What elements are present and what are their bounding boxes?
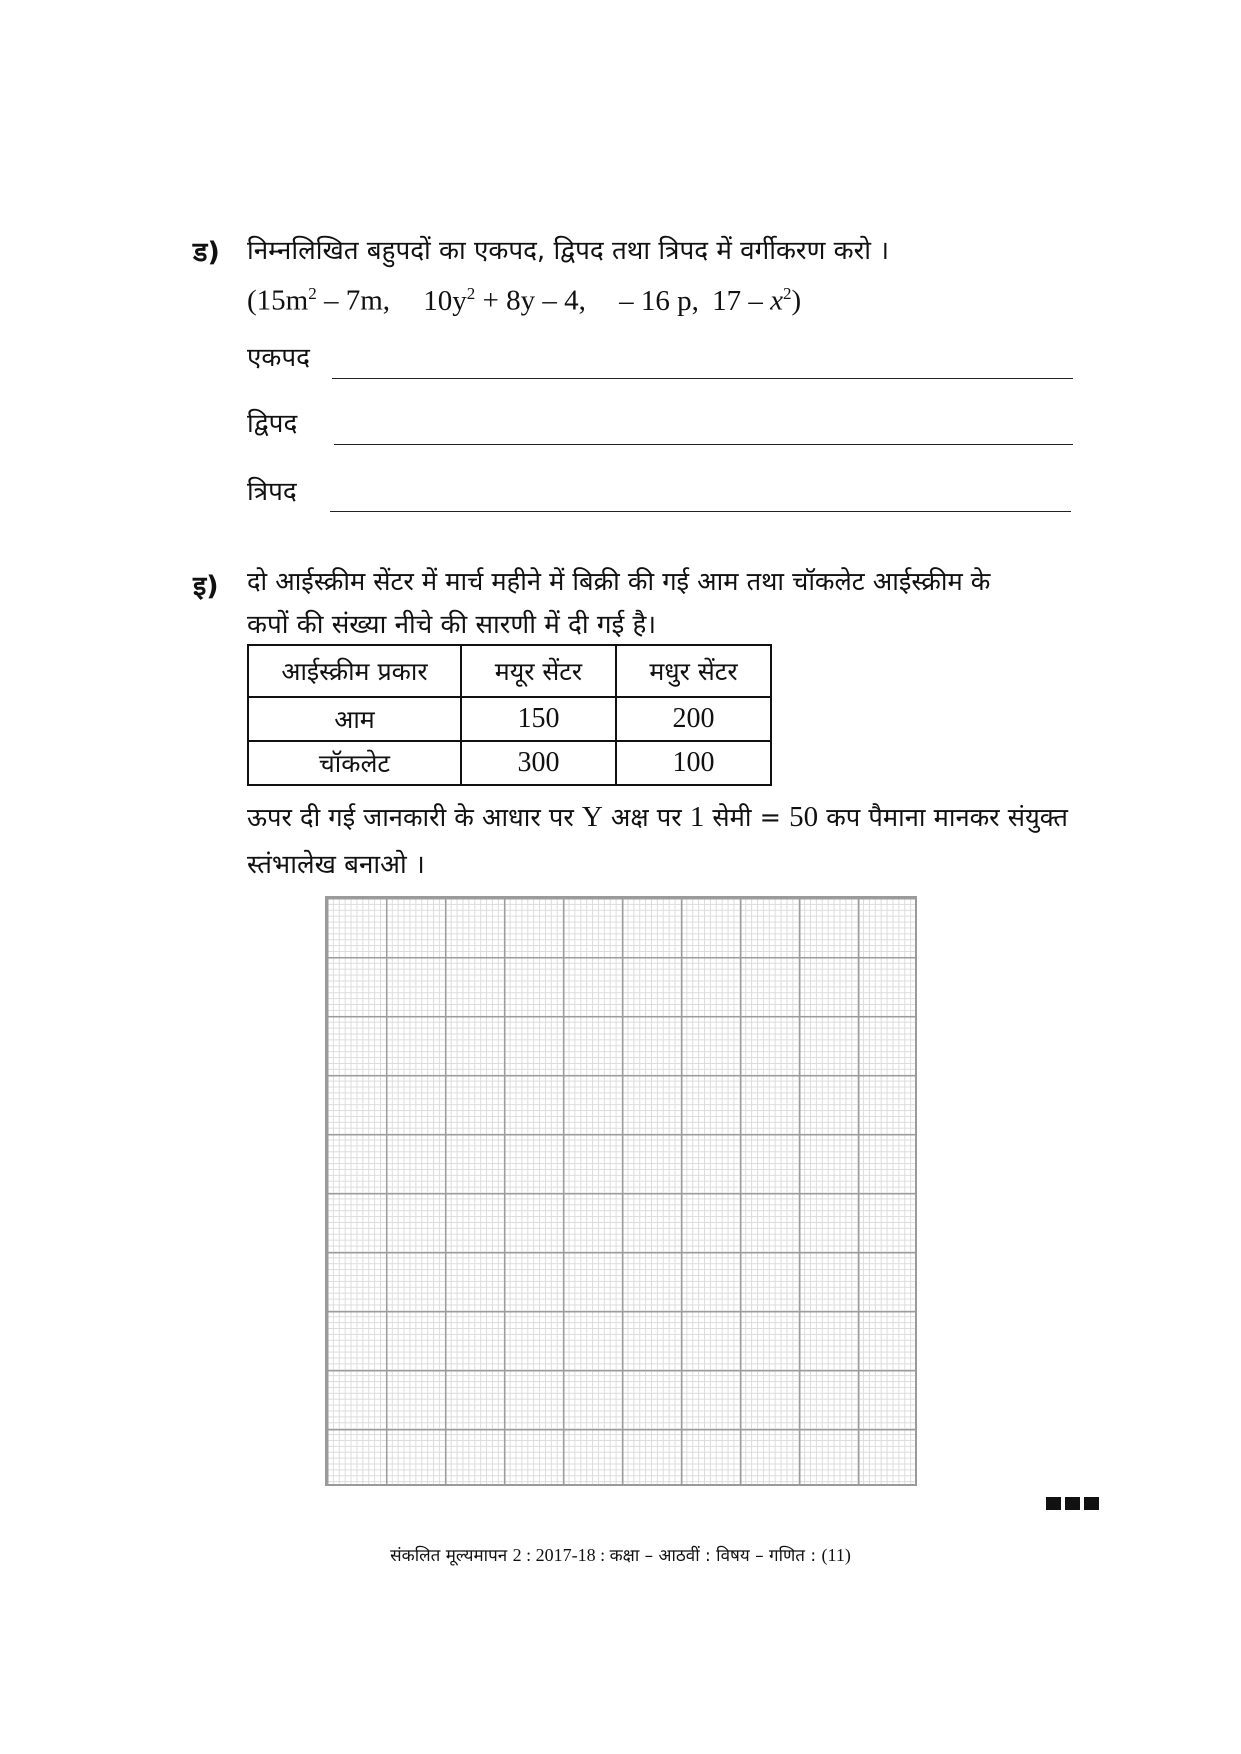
instruction-part: ऊपर दी गई जानकारी के आधार पर <box>247 803 582 833</box>
icecream-table <box>247 644 772 786</box>
table-cell: चॉकलेट <box>248 741 461 785</box>
instruction-part: अक्ष पर <box>602 803 690 833</box>
table-cell: 150 <box>461 697 616 741</box>
instruction-line1 <box>247 800 1068 834</box>
end-mark-square <box>1084 1497 1099 1510</box>
question-label-e: इ) <box>193 571 219 602</box>
expr-2-exp: 2 <box>466 284 476 303</box>
end-mark-square <box>1046 1497 1061 1510</box>
trinomial-label: त्रिपद <box>247 477 297 507</box>
table-cell: 300 <box>461 741 616 785</box>
table-cell: 200 <box>616 697 771 741</box>
footer-part: 2 : 2017-18 : <box>512 1545 610 1565</box>
instruction-part: कप पैमाना मानकर संयुक्त <box>818 803 1068 833</box>
monomial-label: एकपद <box>247 343 310 373</box>
table-row <box>248 697 771 741</box>
expr-1-b: – 7m, <box>316 284 391 317</box>
expression-list <box>247 284 801 318</box>
expr-4-x: x <box>770 284 784 317</box>
question-d-text: निम्नलिखित बहुपदों का एकपद, द्विपद तथा त्रिपद में वर्गीकरण करो । <box>247 236 890 266</box>
trinomial-answer-line[interactable] <box>330 511 1071 512</box>
binomial-label: द्विपद <box>247 409 298 439</box>
footer-part: कक्षा – आठवीं : विषय – गणित : <box>609 1546 822 1566</box>
table-cell: 100 <box>616 741 771 785</box>
table-header-row <box>248 645 771 697</box>
expr-3: – 16 p, <box>619 284 699 317</box>
question-e-line1: दो आईस्क्रीम सेंटर में मार्च महीने में बिक्री की गई आम तथा चॉकलेट आईस्क्रीम के <box>247 567 991 597</box>
table-header: आईस्क्रीम प्रकार <box>248 645 461 697</box>
table-header: मधुर सेंटर <box>616 645 771 697</box>
expr-4-exp: 2 <box>783 284 792 303</box>
instruction-part: 1 <box>689 801 705 833</box>
instruction-part: Y <box>581 801 603 833</box>
expr-1-a: 15m <box>256 284 309 317</box>
footer-part: संकलित मूल्यमापन <box>390 1546 513 1566</box>
expr-1-exp: 2 <box>308 284 317 303</box>
table-row <box>248 741 771 785</box>
graph-paper[interactable] <box>325 896 917 1486</box>
question-label-d: ड) <box>193 237 220 268</box>
monomial-answer-line[interactable] <box>332 378 1073 379</box>
end-mark-square <box>1065 1497 1080 1510</box>
table-cell: आम <box>248 697 461 741</box>
instruction-part: सेमी = <box>704 803 790 833</box>
binomial-answer-line[interactable] <box>334 444 1073 445</box>
expr-4-a: 17 – <box>712 284 771 317</box>
page-footer <box>0 1543 1241 1566</box>
table-header: मयूर सेंटर <box>461 645 616 697</box>
question-e-line2: कपों की संख्या नीचे की सारणी में दी गई है। <box>247 610 657 640</box>
instruction-part: 50 <box>789 801 819 833</box>
paren-close: ) <box>791 284 802 317</box>
paren-open: ( <box>247 284 257 317</box>
expr-2-a: 10y <box>423 284 467 317</box>
instruction-line2: स्तंभालेख बनाओ । <box>247 850 425 880</box>
footer-page-number: (11) <box>821 1545 851 1565</box>
expr-2-b: + 8y – 4, <box>475 284 586 317</box>
